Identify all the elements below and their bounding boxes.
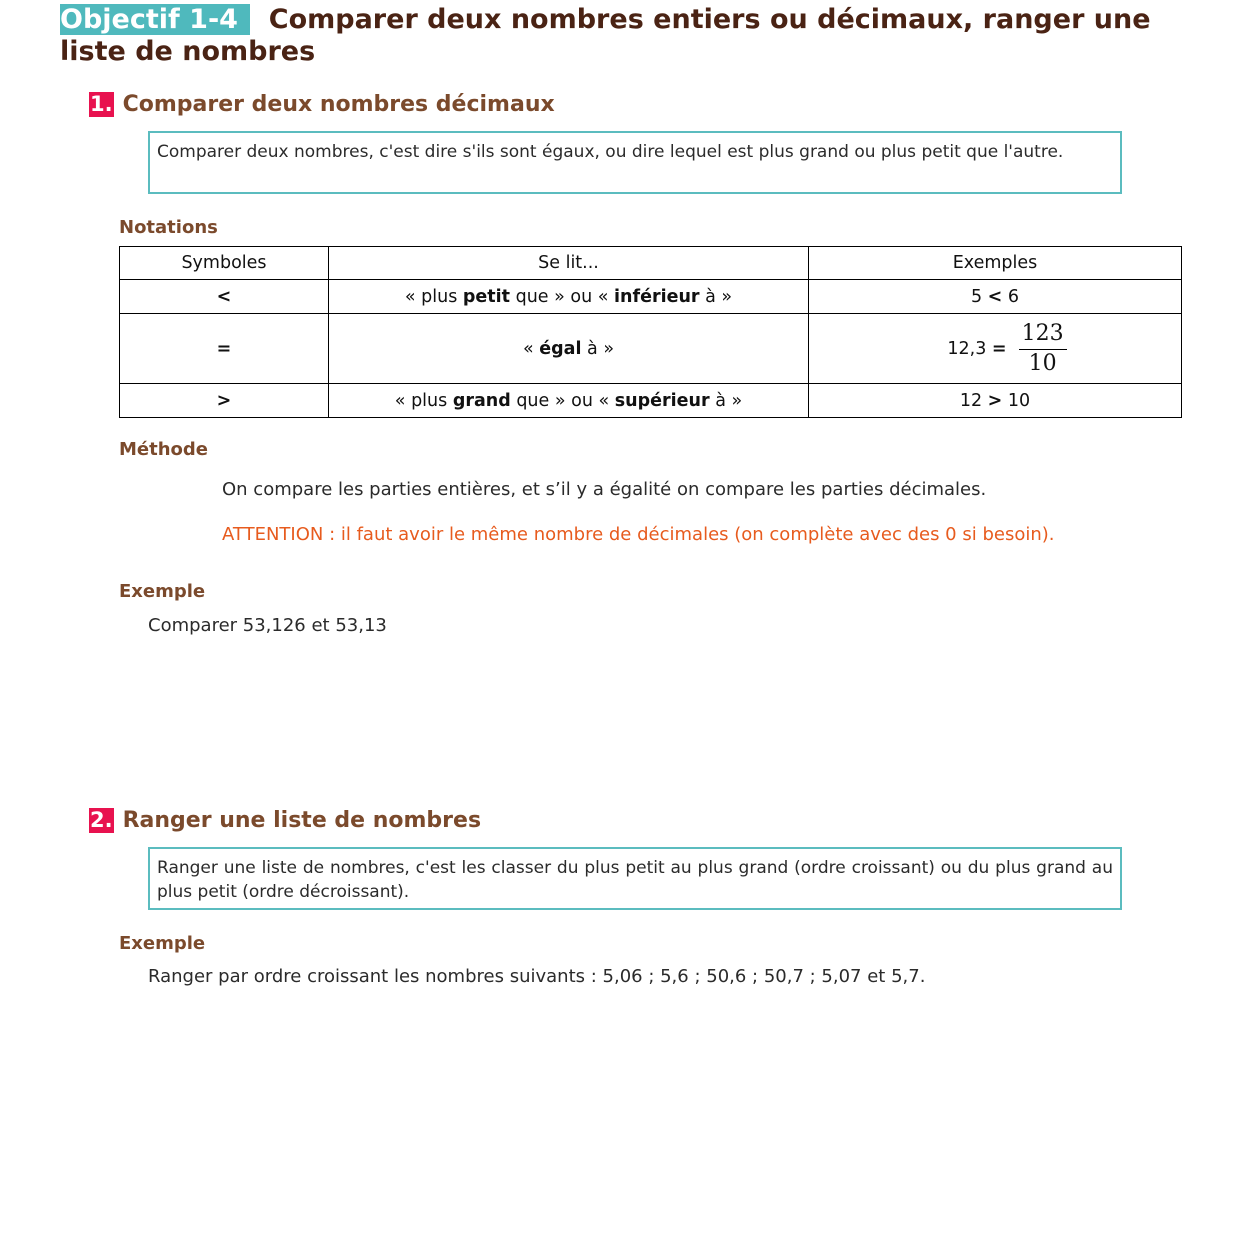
example-cell: 5 < 6 (809, 280, 1182, 314)
definition-box-1: Comparer deux nombres, c'est dire s'ils sont égaux, ou dire lequel est plus grand ou plus petit que l'autre. (148, 131, 1122, 194)
objective-title: Comparer deux nombres entiers ou décimaux, ranger une liste de nombres (60, 4, 1151, 67)
reading-cell: « égal à » (329, 314, 809, 384)
section-1-title: Comparer deux nombres décimaux (122, 92, 555, 117)
symbol-cell: < (120, 280, 329, 314)
table-header-row (120, 247, 1182, 280)
section-2-title: Ranger une liste de nombres (122, 808, 482, 833)
fraction (1019, 321, 1067, 377)
symbol-cell: > (120, 384, 329, 418)
section-1-heading (89, 92, 555, 117)
notations-table (119, 246, 1182, 418)
fraction-denominator: 10 (1028, 350, 1057, 376)
section-2-heading (89, 808, 481, 833)
example-heading-1: Exemple (119, 581, 206, 602)
section-1-number: 1. (90, 92, 113, 116)
table-row (120, 314, 1182, 384)
example-text-1: Comparer 53,126 et 53,13 (148, 615, 387, 636)
notations-heading: Notations (119, 217, 218, 238)
section-2-number: 2. (90, 808, 113, 832)
table-header: Symboles (120, 247, 329, 280)
table-row (120, 384, 1182, 418)
method-heading: Méthode (119, 439, 208, 460)
fraction-numerator: 123 (1019, 321, 1067, 350)
page-title (60, 4, 1180, 68)
example-text-2: Ranger par ordre croissant les nombres suivants : 5,06 ; 5,6 ; 50,6 ; 50,7 ; 5,07 et 5,7. (148, 966, 926, 987)
example-cell: 12 > 10 (809, 384, 1182, 418)
example-cell: 12,3 = $\frac{123}{10}$ (809, 314, 1182, 384)
reading-cell: « plus grand que » ou « supérieur à » (329, 384, 809, 418)
attention-text: ATTENTION : il faut avoir le même nombre de décimales (on complète avec des 0 si besoin). (222, 524, 1055, 545)
method-text: On compare les parties entières, et s’il y a égalité on compare les parties décimales. (222, 479, 987, 500)
table-row (120, 280, 1182, 314)
table-header: Exemples (809, 247, 1182, 280)
example-heading-2: Exemple (119, 933, 206, 954)
table-header: Se lit... (329, 247, 809, 280)
reading-cell: « plus petit que » ou « inférieur à » (329, 280, 809, 314)
definition-box-2: Ranger une liste de nombres, c'est les classer du plus petit au plus grand (ordre croissant) ou du plus grand au plus petit (ordre décroissant). (148, 847, 1122, 910)
symbol-cell: = (120, 314, 329, 384)
objective-badge: Objectif 1-4 (60, 4, 250, 35)
